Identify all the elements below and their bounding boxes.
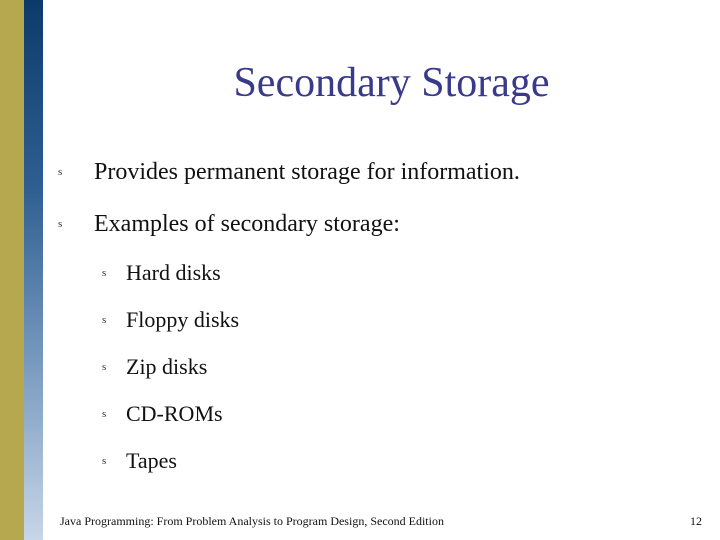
sub-bullet-marker-icon: s: [102, 267, 107, 279]
bullet-text: Provides permanent storage for information.: [94, 159, 520, 185]
sub-bullet-marker-icon: s: [102, 408, 107, 420]
page-number: 12: [690, 514, 702, 528]
sub-bullet-text: Floppy disks: [126, 307, 240, 332]
slide-title: Secondary Storage: [233, 60, 550, 106]
bullet-marker-icon: s: [58, 218, 63, 230]
side-band-gradient: [24, 0, 43, 540]
bullet-text: Examples of secondary storage:: [94, 211, 400, 237]
sub-bullet-marker-icon: s: [102, 455, 107, 467]
sub-bullet-text: CD-ROMs: [126, 401, 223, 426]
sub-bullet-text: Hard disks: [126, 260, 221, 285]
footer-book-title: Java Programming: From Problem Analysis to Program Design, Second Edition: [60, 514, 444, 528]
side-band-olive: [0, 0, 24, 540]
sub-bullet-marker-icon: s: [102, 314, 107, 326]
bullet-marker-icon: s: [58, 166, 63, 178]
sub-bullet-marker-icon: s: [102, 361, 107, 373]
sub-bullet-text: Tapes: [126, 448, 177, 473]
sub-bullet-text: Zip disks: [126, 354, 208, 379]
